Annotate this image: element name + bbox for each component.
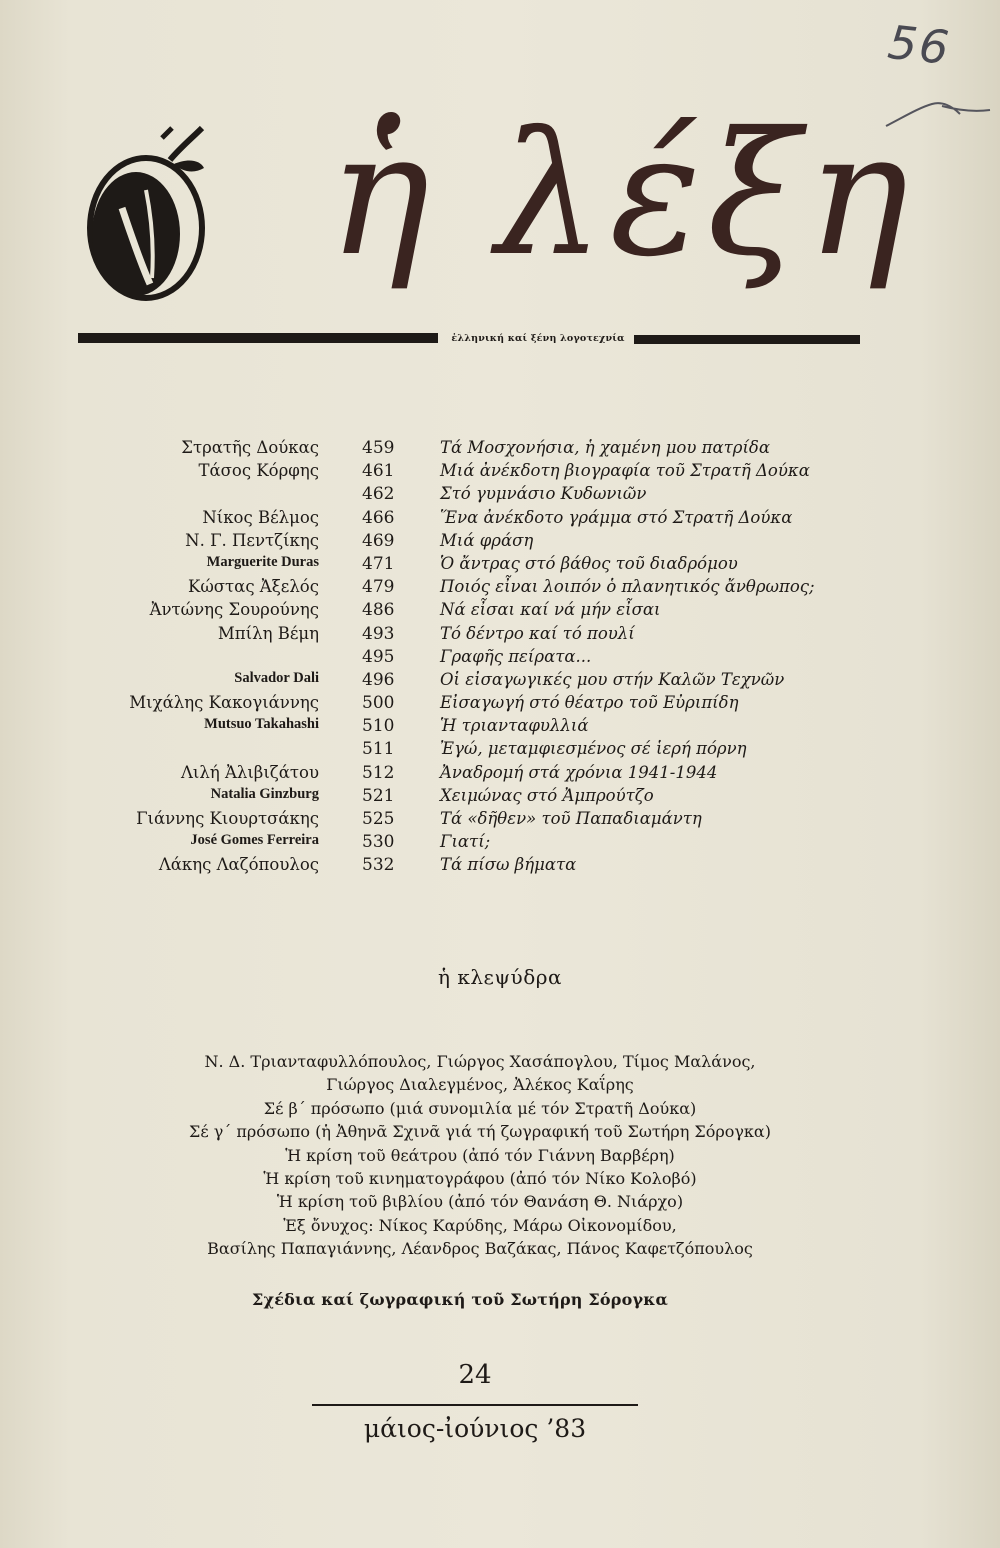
masthead-subtitle: ἑλληνική καί ξένη λογοτεχνία [451,333,625,344]
credits-line: Γιώργος Διαλεγμένος, Ἀλέκος Καΐρης [326,1075,634,1095]
toc-entry [0,763,1000,786]
magazine-title: ἡ λέξη [328,96,915,294]
toc-title: Γραφῆς πείρατα... [440,646,592,666]
toc-entry [0,693,1000,716]
illustrations-credit: Σχέδια καί ζωγραφική τοῦ Σωτήρη Σόρογκα [252,1290,668,1309]
toc-entry [0,855,1000,878]
credits-line: Σέ β΄ πρόσωπο (μιά συνομιλία μέ τόν Στρατῆ Δούκα) [263,1098,697,1118]
toc-entry [0,461,1000,484]
toc-author: Natalia Ginzburg [210,785,319,802]
toc-title: Μιά ἀνέκδοτη βιογραφία τοῦ Στρατῆ Δούκα [440,461,810,481]
toc-author: José Gomes Ferreira [190,832,319,849]
toc-page-number: 530 [362,832,395,853]
toc-entry [0,786,1000,809]
toc-author: Γιάννης Κιουρτσάκης [136,809,319,828]
credits-block [0,1050,960,1261]
toc-entry [0,508,1000,531]
toc-entry [0,832,1000,855]
credits-line: Ἡ κρίση τοῦ θεάτρου (ἀπό τόν Γιάννη Βαρβέρη) [285,1145,675,1165]
toc-entry [0,600,1000,623]
toc-title: Ὁ ἄντρας στό βάθος τοῦ διαδρόμου [440,553,738,573]
toc-page-number: 493 [362,623,395,644]
toc-page-number: 486 [362,600,395,621]
credits-line: Ἡ κρίση τοῦ βιβλίου (ἀπό τόν Θανάση Θ. Νιάρχο) [276,1192,684,1212]
toc-title: Εἰσαγωγή στό θέατρο τοῦ Εὐριπίδη [440,693,739,713]
table-of-contents [0,438,1000,879]
toc-page-number: 462 [362,484,395,505]
apple-logo-icon [76,108,226,308]
credits-line: Ἐξ ὄνυχος: Νίκος Καρύδης, Μάρω Οἰκονομίδου, [283,1215,677,1235]
credits-line: Σέ γ΄ πρόσωπο (ἡ Ἀθηνᾶ Σχινᾶ γιά τή ζωγραφική τοῦ Σωτήρη Σόρογκα) [189,1122,771,1142]
toc-page-number: 495 [362,646,395,667]
toc-author: Ἀντώνης Σουρούνης [149,600,319,620]
toc-author: Λάκης Λαζόπουλος [158,855,319,875]
toc-author: Mutsuo Takahashi [204,716,319,733]
toc-entry [0,716,1000,739]
toc-entry [0,554,1000,577]
toc-page-number: 512 [362,762,395,783]
toc-title: Ἡ τριανταφυλλιά [440,716,589,736]
toc-title: Χειμώνας στό Ἀμπρούτζο [440,785,654,805]
credits-line: Βασίλης Παπαγιάννης, Λέανδρος Βαζάκας, Πάνος Καφετζόπουλος [207,1239,753,1259]
toc-author: Ν. Γ. Πεντζίκης [185,530,319,550]
toc-author: Marguerite Duras [206,553,319,570]
toc-title: Μιά φράση [440,530,534,550]
masthead-rule-left [78,333,438,343]
toc-title: Γιατί; [440,832,491,852]
toc-page-number: 459 [362,438,395,458]
toc-entry [0,531,1000,554]
toc-page-number: 461 [362,461,395,482]
toc-entry [0,809,1000,832]
toc-page-number: 511 [362,739,395,760]
toc-page-number: 510 [362,716,395,737]
toc-entry [0,484,1000,507]
toc-title: Ἀναδρομή στά χρόνια 1941-1944 [440,762,718,782]
toc-author: Νίκος Βέλμος [202,507,319,527]
toc-page-number: 525 [362,809,395,829]
toc-title: Ποιός εἶναι λοιπόν ὁ πλανητικός ἄνθρωπος; [440,577,815,597]
toc-page-number: 479 [362,577,395,598]
toc-title: Τά Μοσχονήσια, ἡ χαμένη μου πατρίδα [440,438,770,457]
toc-page-number: 471 [362,553,395,574]
issue-number: 24 [458,1360,492,1390]
toc-page-number: 532 [362,855,395,876]
toc-entry [0,647,1000,670]
toc-author: Salvador Dali [234,669,319,686]
toc-title: Ἐγώ, μεταμφιεσμένος σέ ἱερή πόρνη [440,739,747,759]
toc-title: Οἱ εἰσαγωγικές μου στήν Καλῶν Τεχνῶν [440,669,785,689]
toc-title: Νά εἶσαι καί νά μήν εἶσαι [440,600,661,620]
handwritten-page-note: 56 [885,14,954,76]
toc-entry [0,438,1000,461]
toc-page-number: 496 [362,669,395,690]
credits-line: Ἡ κρίση τοῦ κινηματογράφου (ἀπό τόν Νίκο Κολοβό) [263,1169,697,1189]
toc-page-number: 466 [362,507,395,528]
toc-title: Τό δέντρο καί τό πουλί [440,623,635,643]
toc-entry [0,624,1000,647]
toc-author: Μπίλη Βέμη [217,623,319,643]
toc-title: Τά πίσω βήματα [440,855,577,875]
credits-line: Ν. Δ. Τριανταφυλλόπουλος, Γιώργος Χασάπογλου, Τίμος Μαλάνος, [204,1052,756,1071]
toc-author: Λιλή Ἀλιβιζάτου [180,762,319,782]
toc-page-number: 521 [362,785,395,806]
toc-author: Τάσος Κόρφης [198,461,319,481]
toc-author: Μιχάλης Κακογιάννης [129,693,319,713]
toc-entry [0,739,1000,762]
section-heading: ἡ κλεψύδρα [437,965,563,989]
toc-entry [0,577,1000,600]
masthead-rule-right [634,335,860,344]
toc-title: Τά «δῆθεν» τοῦ Παπαδιαμάντη [440,809,702,828]
toc-title: Στό γυμνάσιο Κυδωνιῶν [440,484,647,504]
toc-author: Κώστας Ἀξελός [188,577,319,597]
issue-date: μάιος-ἰούνιος ’83 [363,1414,587,1443]
toc-entry [0,670,1000,693]
issue-divider [312,1404,638,1406]
toc-title: Ἕνα ἀνέκδοτο γράμμα στό Στρατῆ Δούκα [440,507,793,527]
toc-page-number: 469 [362,530,395,551]
toc-author: Στρατῆς Δούκας [181,438,319,457]
masthead [0,0,1000,380]
toc-page-number: 500 [362,693,395,714]
